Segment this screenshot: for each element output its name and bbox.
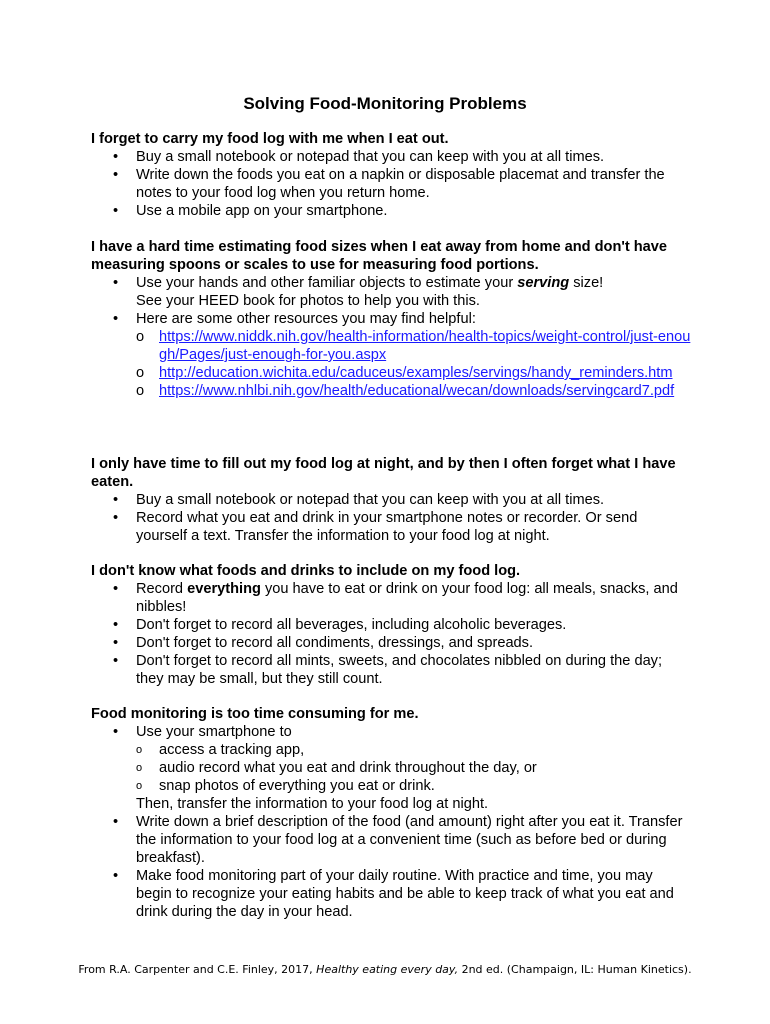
bullet-icon: • xyxy=(113,617,119,633)
niddk-link[interactable]: https://www.niddk.nih.gov/health-information/health-topics/weight-control/just-enough/Pages/just-enough-for-you.aspx xyxy=(159,329,691,363)
bullet-icon: • xyxy=(113,275,119,291)
bullet-icon: • xyxy=(113,167,119,183)
page-title: Solving Food-Monitoring Problems xyxy=(243,94,527,113)
resource-link-item xyxy=(91,364,691,382)
section-night-logging xyxy=(91,455,691,545)
bullet-icon: • xyxy=(113,311,119,327)
list-item: • Buy a small notebook or notepad that you can keep with you at all times. xyxy=(113,492,605,508)
section-heading: I forget to carry my food log with me when I eat out. xyxy=(91,131,449,147)
bullet-list xyxy=(91,148,691,220)
list-item: • Make food monitoring part of your daily routine. With practice and time, you may begin to recognize your eating habits and be able to keep track of what you eat and drink during the day in your head. xyxy=(113,868,674,920)
sub-list-item: o snap photos of everything you eat or drink. xyxy=(136,778,435,794)
bullet-icon: • xyxy=(113,492,119,508)
circle-bullet-icon: o xyxy=(136,762,143,774)
bullet-list xyxy=(91,580,691,688)
nhlbi-link[interactable]: https://www.nhlbi.nih.gov/health/educational/wecan/downloads/servingcard7.pdf xyxy=(159,383,675,399)
list-item: • Don't forget to record all mints, sweets, and chocolates nibbled on during the day; they may be small, but they still count. xyxy=(113,653,663,687)
list-item: • Write down a brief description of the food (and amount) right after you eat it. Transfer the information to your food log at a convenient time (such as before bed or during breakfast). xyxy=(113,814,683,866)
section-heading: Food monitoring is too time consuming for me. xyxy=(91,706,419,722)
bullet-icon: • xyxy=(113,868,119,884)
section-heading: I only have time to fill out my food log at night, and by then I often forget what I have eaten. xyxy=(91,456,676,490)
list-item: • Here are some other resources you may find helpful: xyxy=(113,311,476,327)
book-title: Healthy eating every day, xyxy=(316,963,459,976)
list-item: • Record what you eat and drink in your smartphone notes or recorder. Or send yourself a text. Transfer the information to your food log at night. xyxy=(113,510,638,544)
emphasis-everything: everything xyxy=(187,581,261,597)
bullet-icon: • xyxy=(113,635,119,651)
bullet-list xyxy=(91,274,691,400)
citation-footer: From R.A. Carpenter and C.E. Finley, 2017, Healthy eating every day, 2nd ed. (Champaign, IL: Human Kinetics). xyxy=(78,963,692,976)
list-item: • Don't forget to record all condiments, dressings, and spreads. xyxy=(113,635,534,651)
section-forget-log xyxy=(91,130,691,220)
resource-link-item xyxy=(91,382,691,400)
bullet-icon: • xyxy=(113,653,119,669)
list-item: • Use your smartphone to xyxy=(113,724,292,740)
circle-bullet-icon: o xyxy=(136,383,145,399)
wichita-link[interactable]: http://education.wichita.edu/caduceus/examples/servings/handy_reminders.htm xyxy=(159,365,673,381)
list-item: • Use your hands and other familiar objects to estimate your serving size! See your HEED book for photos to help you with this. xyxy=(113,275,604,309)
resource-link-item xyxy=(91,328,691,364)
circle-bullet-icon: o xyxy=(136,365,145,381)
bullet-icon: • xyxy=(113,149,119,165)
bullet-list xyxy=(91,491,691,545)
circle-bullet-icon: o xyxy=(136,329,145,345)
list-item: • Write down the foods you eat on a napkin or disposable placemat and transfer the notes to your food log when you return home. xyxy=(113,167,665,201)
bullet-icon: • xyxy=(113,724,119,740)
circle-bullet-icon: o xyxy=(136,744,143,756)
bullet-icon: • xyxy=(113,581,119,597)
circle-bullet-icon: o xyxy=(136,780,143,792)
section-what-to-include xyxy=(91,562,691,688)
bullet-icon: • xyxy=(113,814,119,830)
list-note: Then, transfer the information to your food log at night. xyxy=(136,796,489,812)
bullet-list xyxy=(91,723,691,921)
emphasis-serving: serving xyxy=(517,275,570,291)
list-item: • Don't forget to record all beverages, including alcoholic beverages. xyxy=(113,617,567,633)
list-item: • Buy a small notebook or notepad that you can keep with you at all times. xyxy=(113,149,605,165)
sub-list-item: o access a tracking app, xyxy=(136,742,305,758)
section-estimating-sizes xyxy=(91,238,691,400)
sub-list-item: o audio record what you eat and drink throughout the day, or xyxy=(136,760,537,776)
section-heading: I have a hard time estimating food sizes when I eat away from home and don't have measuring spoons or scales to use for measuring food portions. xyxy=(91,239,668,273)
bullet-icon: • xyxy=(113,203,119,219)
list-item: • Record everything you have to eat or drink on your food log: all meals, snacks, and nibbles! xyxy=(113,581,678,615)
section-heading: I don't know what foods and drinks to include on my food log. xyxy=(91,563,521,579)
list-item: • Use a mobile app on your smartphone. xyxy=(113,203,388,219)
bullet-icon: • xyxy=(113,510,119,526)
section-time-consuming xyxy=(91,705,691,921)
